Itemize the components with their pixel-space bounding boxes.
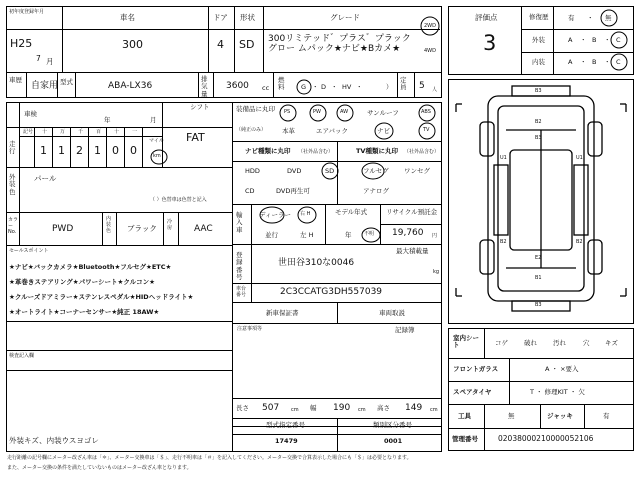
- maxload-unit: kg: [433, 269, 440, 275]
- int-dot-2: ・: [604, 58, 611, 66]
- door-label: ドア: [213, 13, 228, 22]
- odometer-label: 走行: [9, 140, 16, 156]
- history-label: 車検: [24, 110, 37, 118]
- recycle-unit: 円: [432, 233, 438, 239]
- cat-no-value: 0001: [384, 437, 403, 445]
- room-burn: コゲ: [495, 339, 508, 347]
- repair-label: 修復歴: [529, 13, 549, 21]
- repair-no: 無: [605, 14, 612, 22]
- cat-no-label: 類別区分番号: [373, 421, 412, 429]
- diagram-label-rl: B2: [500, 239, 507, 245]
- doc-manual: 車両取説: [379, 309, 405, 317]
- room-label: 室内シート: [453, 334, 479, 350]
- mgmt-value: 02038000210000052106: [498, 434, 594, 443]
- room-dirt: 汚れ: [553, 339, 566, 347]
- regno-label: 登録番号: [236, 251, 243, 282]
- sales-label: セールスポイント: [9, 248, 49, 254]
- int-b: B: [592, 58, 597, 66]
- int-c: C: [616, 58, 621, 66]
- doc-record: 記録簿: [395, 326, 415, 334]
- odo-digit-6: 0: [130, 144, 137, 157]
- equip-pw: PW: [313, 109, 321, 115]
- grade-text: 300リミテッド゛プラス゛プラックグロー ムパック★ナビ★Bカメ★: [268, 34, 411, 55]
- navi-cd: CD: [245, 187, 255, 195]
- unit-1: 十: [42, 129, 48, 135]
- room-tear: 破れ: [524, 339, 537, 347]
- km-label: km: [153, 153, 161, 159]
- car-name-label: 車名: [120, 13, 135, 22]
- width-label: 幅: [310, 404, 317, 412]
- fuel-g: G: [301, 83, 307, 91]
- inspector-label: 検査記入欄: [9, 353, 35, 359]
- diagram-label-front: B3: [535, 88, 542, 94]
- width-unit: cm: [358, 407, 366, 413]
- glass-value: A ・ ×要入: [545, 365, 579, 373]
- equip-ps: PS: [284, 109, 291, 115]
- tools-value: 無: [508, 412, 515, 420]
- odo-digit-3: 2: [76, 144, 83, 157]
- import-dealer: ディーラー: [259, 211, 291, 219]
- color-no-value: PWD: [52, 224, 74, 234]
- model-year-unit: 年: [345, 231, 352, 239]
- doc-warranty: 新車保証書: [266, 309, 299, 317]
- int-a: A: [568, 58, 573, 66]
- unit-2: 万: [60, 129, 66, 135]
- sales-line-3: ★クルーズドアミラー★ステンレスペダル★HIDヘッドライト★: [9, 293, 194, 301]
- color-note: （ ）色替車は色替と記入: [150, 197, 207, 203]
- import-label: 輸入車: [236, 211, 243, 234]
- import-parallel: 並行: [265, 231, 278, 239]
- spare-value: T ・ 修理KIT ・ 欠: [530, 388, 585, 396]
- fuel-label: 燃料: [278, 76, 285, 92]
- fuel-hv: HV: [342, 83, 352, 91]
- unit-3: 千: [78, 129, 84, 135]
- room-scratch: キズ: [605, 339, 618, 347]
- type-label: 形状: [240, 13, 255, 22]
- equip-navi: ナビ: [377, 127, 390, 135]
- tools-label: 工具: [458, 412, 471, 420]
- diagram-label-left: U1: [500, 155, 507, 161]
- capacity-value: 5: [419, 81, 425, 91]
- tv-oneseg: ワンセグ: [404, 167, 430, 175]
- score-label: 評価点: [475, 13, 498, 22]
- capacity-unit: 人: [432, 87, 438, 93]
- color-label: 外装色: [9, 173, 16, 196]
- footer-line-2: また、メーター交換の条件を満たしていないものはメーター改ざん車となります。: [7, 465, 192, 471]
- score-value: 3: [483, 31, 497, 55]
- tv-sub: （社外品含む）: [404, 149, 440, 155]
- fuel-sep-1: ・: [312, 83, 319, 91]
- import-left: 左 H: [300, 231, 314, 239]
- exterior-label: 外装: [532, 36, 545, 44]
- tv-analog: アナログ: [363, 187, 389, 195]
- diagram-label-hood: B2: [535, 119, 542, 125]
- equip-label: 装備品に丸印: [236, 105, 275, 113]
- ext-b: B: [592, 36, 597, 44]
- recycle-label: リサイクル預託金: [386, 208, 438, 216]
- odo-digit-5: 0: [112, 144, 119, 157]
- doc-memo: 注意事項等: [237, 326, 263, 332]
- repair-dot: ・: [587, 14, 594, 22]
- chassis-label: 車台番号: [236, 286, 247, 298]
- equip-aw: AW: [340, 109, 349, 115]
- odo-digit-2: 1: [58, 144, 65, 157]
- color-no-label: カラーNo.: [8, 217, 19, 235]
- navi-dvd-play: DVD再生可: [276, 187, 310, 195]
- equip-airbag: エアバック: [316, 127, 348, 135]
- displacement-unit: cc: [262, 84, 270, 92]
- diagram-label-trunk: B1: [535, 275, 542, 281]
- regno-value: 世田谷310な0046: [278, 258, 355, 268]
- use-value: 自家用: [31, 81, 59, 91]
- car-name: 300: [122, 38, 143, 51]
- height-unit: cm: [430, 407, 438, 413]
- diagram-label-glass: B3: [535, 135, 542, 141]
- fuel-sep-3: ・: [356, 83, 363, 91]
- door-count: 4: [217, 38, 224, 51]
- equip-abs: ABS: [421, 109, 431, 115]
- sales-line-4: ★オートライト★コーナーセンサー★純正 18AW★: [9, 308, 160, 316]
- diagram-label-rear: B3: [535, 302, 542, 308]
- capacity-label: 定員: [400, 76, 407, 92]
- model-year-label: モデル年式: [335, 208, 368, 216]
- history-year: 年: [104, 116, 111, 124]
- navi-dvd: DVD: [287, 167, 302, 175]
- spare-label: スペアタイヤ: [453, 388, 492, 396]
- model-year-unknown: 不明: [364, 231, 375, 237]
- length-value: 507: [262, 403, 280, 413]
- use-label: 車歴: [9, 76, 22, 84]
- diagram-label-rr: B2: [576, 239, 583, 245]
- model-label: 型式: [60, 78, 73, 86]
- navi-hdd: HDD: [245, 167, 260, 175]
- ext-c: C: [616, 36, 621, 44]
- diagram-label-rglass: E2: [535, 255, 542, 261]
- ac-label: 冷房: [167, 219, 173, 231]
- ext-a: A: [568, 36, 573, 44]
- first-reg-label: 初年度登録年月: [9, 9, 45, 15]
- fuel-close: ）: [386, 83, 393, 91]
- history-month: 月: [150, 116, 157, 124]
- navi-sd: SD: [325, 167, 335, 175]
- length-label: 長さ: [236, 404, 249, 412]
- int-color-label: 内装色: [106, 216, 112, 234]
- grade-label: グレード: [330, 13, 360, 22]
- height-value: 149: [405, 403, 423, 413]
- mgmt-label: 管理番号: [452, 435, 478, 443]
- diagram-label-right: U1: [576, 155, 583, 161]
- tv-fullseg: フルセグ: [363, 167, 389, 175]
- length-unit: cm: [291, 407, 299, 413]
- glass-label: フロントガラス: [453, 365, 499, 373]
- navi-label: ナビ種類に丸印: [245, 147, 291, 155]
- unit-5: 十: [114, 129, 120, 135]
- tv-label: TV種類に丸印: [356, 147, 398, 155]
- displacement-value: 3600: [226, 81, 249, 91]
- equip-sub: （純正のみ）: [236, 127, 267, 133]
- room-hole: 穴: [583, 339, 590, 347]
- body-shape: SD: [239, 38, 255, 51]
- odo-digit-4: 1: [94, 144, 101, 157]
- int-color-value: ブラック: [127, 224, 157, 233]
- int-dot-1: ・: [580, 58, 587, 66]
- fuel-d: D: [321, 83, 327, 91]
- type-no-value: 17479: [275, 437, 298, 445]
- recycle-value: 19,760: [392, 228, 424, 238]
- navi-sub: （社外品含む）: [298, 149, 334, 155]
- equip-sunroof: サンルーフ: [367, 109, 399, 117]
- sales-line-2: ★革巻きステアリング★パワーシート★クルコン★: [9, 278, 155, 286]
- digit-label: 記号: [23, 129, 34, 135]
- shift-label: シフト: [190, 103, 210, 111]
- unit-6: 一: [132, 129, 138, 135]
- jack-label: ジャッキ: [547, 412, 573, 420]
- drive-2wd: 2WD: [424, 23, 436, 29]
- chassis-value: 2C3CCATG3DH557039: [280, 287, 383, 297]
- type-no-label: 型式指定番号: [266, 421, 305, 429]
- displacement-label: 排気量: [201, 75, 208, 98]
- equip-tv: TV: [423, 127, 430, 133]
- reg-month: 7: [36, 54, 41, 63]
- equip-leather: 本革: [282, 127, 295, 135]
- color-value: パール: [34, 174, 57, 183]
- odo-digit-1: 1: [40, 144, 47, 157]
- jack-value: 有: [603, 412, 610, 420]
- mile-label: マイル: [149, 138, 164, 144]
- width-value: 190: [333, 403, 351, 413]
- repair-yes: 有: [568, 14, 575, 22]
- drive-4wd: 4WD: [424, 48, 436, 54]
- interior-label: 内装: [532, 58, 545, 66]
- inspector-note: 外装キズ、内装ウスヨゴレ: [9, 436, 99, 445]
- ac-value: AAC: [194, 224, 213, 234]
- fuel-sep-2: ・: [331, 83, 338, 91]
- height-label: 高さ: [377, 404, 390, 412]
- import-right: 右 H: [300, 211, 311, 217]
- reg-month-unit: 月: [46, 57, 54, 66]
- shift-value: FAT: [186, 131, 205, 144]
- maxload-label: 最大積載量: [396, 247, 429, 255]
- sales-line-1: ★ナビ★バックカメラ★Bluetooth★フルセグ★ETC★: [9, 263, 172, 271]
- footer-line-1: 走行距離の記号欄にメーター改ざん車は「＊」、メーター交換車は「＄」、走行不明車は「＃」を記入してください。メーター交換で合算表示した場合にも「＄」は必要となります。: [7, 455, 412, 461]
- ext-dot-1: ・: [580, 36, 587, 44]
- reg-era: H25: [10, 37, 33, 50]
- unit-4: 百: [96, 129, 102, 135]
- ext-dot-2: ・: [604, 36, 611, 44]
- model-value: ABA-LX36: [108, 81, 153, 91]
